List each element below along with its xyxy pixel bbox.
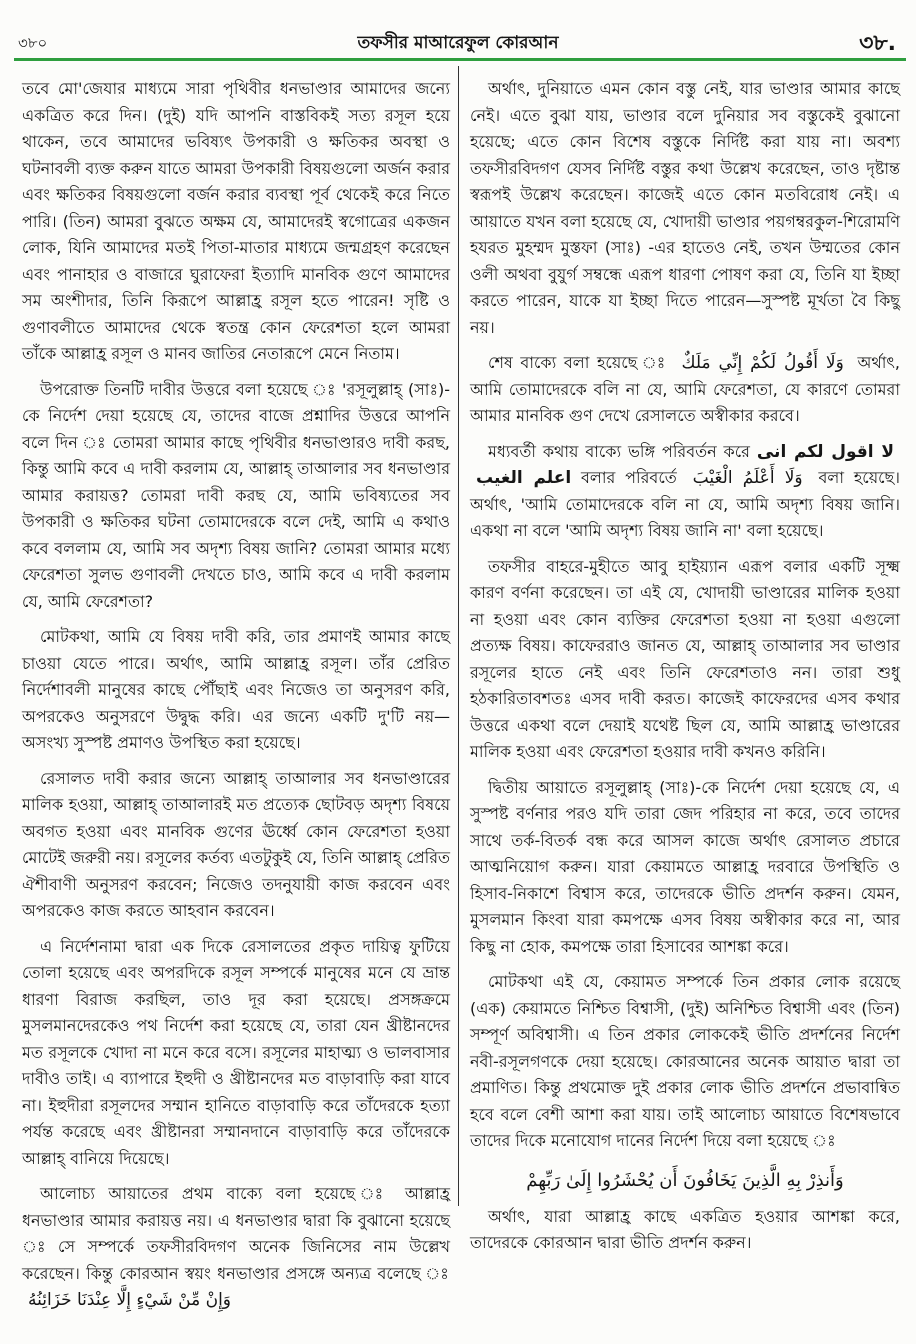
left-paragraph-6: [22, 1181, 450, 1314]
left-paragraph-4: রেসালত দাবী করার জন্যে আল্লাহ্ তাআলার সব ধনভাণ্ডারের মালিক হওয়া, আল্লাহ্ তাআলারই মত প্রত্যেক ছোটবড় অদৃশ্য বিষয়ে অবগত হওয়া এবং মানবিক গুণের ঊর্ধ্বে কোন ফেরেশতা হওয়া মোটেই জরুরী নয়। রসূলের কর্তব্য এতটুকুই যে, তিনি আল্লাহ্ প্রেরিত ঐশীবাণী অনুসরণ করবেন; নিজেও তদনুযায়ী কাজ করবেন এবং অপরকেও কাজ করতে আহবান করবেন।: [22, 768, 451, 920]
left-paragraph-6-text: আলোচ্য আয়াতের প্রথম বাক্যে বলা হয়েছে ঃ আল্লাহ্র ধনভাণ্ডার আমার করায়ত্ত নয়। এ ধনভাণ্ডার দ্বারা কি বুঝানো হয়েছে ঃ সে সম্পর্কে তফসীরবিদগণ অনেক জিনিসের নাম উল্লেখ করেছেন। কিন্তু কোরআন স্বয়ং ধনভাণ্ডার প্রসঙ্গে অন্যত্র বলেছে ঃ: [22, 1184, 450, 1283]
arabic-quote-ilmul-ghaib-1: لا اقول لكم انى اعلم الغيب: [476, 441, 894, 488]
left-column: [22, 76, 451, 1310]
right-paragraph-3-before: মধ্যবর্তী কথায় বাক্যে ভঙ্গি পরিবর্তন করে: [488, 441, 750, 461]
page-header: [14, 26, 902, 56]
right-paragraph-2-after: অর্থাৎ, আমি তোমাদেরকে বলি না যে, আমি ফেরেশতা, যে কারণে তোমরা আমার মানবিক গুণ দেখে রেসালতে অস্বীকার করবে।: [470, 353, 900, 425]
right-paragraph-7: অর্থাৎ, যারা আল্লাহ্র কাছে একত্রিত হওয়ার আশঙ্কা করে, তাদেরকে কোরআন দ্বারা ভীতি প্রদর্শন করুন।: [470, 1206, 900, 1252]
right-paragraph-5: দ্বিতীয় আয়াতে রসূলুল্লাহ্ (সাঃ)-কে নির্দেশ দেয়া হয়েছে যে, এ সুস্পষ্ট বর্ণনার পরও যদি তারা জেদ পরিহার না করে, তবে তাদের সাথে তর্ক-বিতর্ক বন্ধ করে আসল কাজে অর্থাৎ রেসালত প্রচারে আত্মনিয়োগ করুন। যারা কেয়ামতে আল্লাহ্র দরবারে উপস্থিতি ও হিসাব-নিকাশে বিশ্বাস করে, তাদেরকে ভীতি প্রদর্শন করুন। যেমন, মুসলমান কিংবা যারা কমপক্ষে এসব বিষয় অস্বীকার করে না, আর কিছু না হোক, কমপক্ষে তারা হিসাবের আশঙ্কা করে।: [470, 777, 900, 956]
right-paragraph-4: তফসীর বাহরে-মুহীতে আবু হাইয়্যান এরূপ বলার একটি সূক্ষ্ম কারণ বর্ণনা করেছেন। তা এই যে, খোদায়ী ভাণ্ডারের মালিক হওয়া না হওয়া এবং কোন ব্যক্তির ফেরেশতা হওয়া না হওয়া এগুলো প্রত্যক্ষ বিষয়। কাফেররাও জানত যে, আল্লাহ্ তাআলার সব ভাণ্ডার রসূলের হাতে নেই এবং তিনি ফেরেশতাও নন। তারা শুধু হঠকারিতাবশতঃ এসব দাবী করত। কাজেই কাফেরদের এসব কথার উত্তরে একথা বলে দেয়াই যথেষ্ট ছিল যে, আমি আল্লাহ্র ভাণ্ডারের মালিক হওয়া এবং ফেরেশতা হওয়ার দাবী কখনও করিনি।: [470, 556, 900, 761]
right-paragraph-3-middle: বলার পরিবর্তে: [581, 468, 677, 487]
page-number-right: ৩৮.: [859, 31, 896, 56]
page-number-left: ৩৮০: [18, 34, 48, 52]
arabic-verse-andhir: وَأَنذِرْ بِهِ الَّذِينَ يَخَافُونَ أَن يُحْشَرُوا إِلَىٰ رَبِّهِمْ: [526, 1169, 844, 1191]
left-paragraph-5: এ নির্দেশনামা দ্বারা এক দিকে রেসালতের প্রকৃত দায়িত্ব ফুটিয়ে তোলা হয়েছে এবং অপরদিকে রসূল সম্পর্কে মানুষের মনে যে ভ্রান্ত ধারণা বিরাজ করছিল, তাও দূর করা হয়েছে। প্রসঙ্গক্রমে মুসলমানদেরকেও পথ নির্দেশ করা হয়েছে যে, তারা যেন খ্রীষ্টানদের মত রসূলকে খোদা না মনে করে বসে। রসূলের মাহাত্ম্য ও ভালবাসার দাবীও তাই। এ ব্যাপারে ইহুদী ও খ্রীষ্টানদের মত বাড়াবাড়ি করা যাবে না। ইহুদীরা রসূলদের সম্মান হানিতে বাড়াবাড়ি করে তাঁদেরকে হত্যা পর্যন্ত করেছে এবং খ্রীষ্টানরা সম্মানদানে বাড়াবাড়ি করে তাঁদেরকে আল্লাহ্ বানিয়ে দিয়েছে।: [22, 936, 450, 1168]
right-paragraph-3: [470, 439, 900, 545]
right-paragraph-6: মোটকথা এই যে, কেয়ামত সম্পর্কে তিন প্রকার লোক রয়েছে (এক) কেয়ামতে নিশ্চিত বিশ্বাসী, (দুই) অনিশ্চিত বিশ্বাসী এবং (তিন) সম্পূর্ণ অবিশ্বাসী। এ তিন প্রকার লোককেই ভীতি প্রদর্শনের নির্দেশ নবী-রসূলগণকে দেয়া হয়েছে। কোরআনের অনেক আয়াত দ্বারা তা প্রমাণিত। কিন্তু প্রথমোক্ত দুই প্রকার লোক ভীতি প্রদর্শনে প্রভাবান্বিত হবে বলে বেশী আশা করা যায়। তাই আলোচ্য আয়াতে বিশেষভাবে তাদের দিকে মনোযোগ দানের নির্দেশ দিয়ে বলা হয়েছে ঃ: [470, 972, 900, 1150]
right-column: [470, 76, 900, 1252]
right-paragraph-1: অর্থাৎ, দুনিয়াতে এমন কোন বস্তু নেই, যার ভাণ্ডার আমার কাছে নেই। এতে বুঝা যায়, ভাণ্ডার বলে দুনিয়ার সব বস্তুকেই বুঝানো হয়েছে; এতে কোন বিশেষ বস্তুকে নির্দিষ্ট করা যায় না। অবশ্য তফসীরবিদগণ যেসব নির্দিষ্ট বস্তুর কথা উল্লেখ করেছেন, তাও দৃষ্টান্ত স্বরূপই উল্লেখ করেছেন। কাজেই এতে কোন মতবিরোধ নেই। এ আয়াতে যখন বলা হয়েছে যে, খোদায়ী ভাণ্ডার পয়গম্বরকুল-শিরোমণি হযরত মুহম্মদ মুস্তফা (সাঃ) -এর হাতেও নেই, তখন উম্মতের কোন ওলী অথবা বুযুর্গ সম্বন্ধে এরূপ ধারণা পোষণ করা যে, তিনি যা ইচ্ছা করতে পারেন, যাকে যা ইচ্ছা দিতে পারেন—সুস্পষ্ট মূর্খতা বৈ কিছু নয়।: [470, 79, 900, 337]
right-paragraph-3-after: বলা হয়েছে। অর্থাৎ, 'আমি তোমাদেরকে বলি না যে, আমি অদৃশ্য বিষয় জানি। একথা না বলে 'আমি অদৃশ্য বিষয় জানি না' বলা হয়েছে।: [470, 468, 900, 540]
left-paragraph-2: উপরোক্ত তিনটি দাবীর উত্তরে বলা হয়েছে ঃ 'রসূলুল্লাহ্ (সাঃ)-কে নির্দেশ দেয়া হয়েছে যে, তাদের বাজে প্রশ্নাদির উত্তরে আপনি বলে দিন ঃ তোমরা আমার কাছে পৃথিবীর ধনভাণ্ডারও দাবী করছ, কিন্তু আমি কবে এ দাবী করলাম যে, আল্লাহ্ তাআলার সব ধনভাণ্ডার আমার করায়ত্ত? তোমরা দাবী করছ যে, আমি ভবিষ্যতের সব উপকারী ও ক্ষতিকর ঘটনা তোমাদেরকে বলে দেই, আমি এ কথাও কবে বললাম যে, আমি সব অদৃশ্য বিষয় জানি? তোমরা আমার মধ্যে ফেরেশতা সুলভ গুণাবলী দেখতে চাও, আমি কবে এ দাবী করলাম যে, আমি ফেরেশতা?: [22, 379, 450, 611]
arabic-quote-khazainuhu: وَإِنْ مِّنْ شَيْءٍ إِلَّا عِنْدَنَا خَزَائِنُهُ: [28, 1290, 232, 1310]
arabic-quote-ilmul-ghaib-2: وَلَا أَعْلَمُ الْغَيْبَ: [692, 468, 803, 488]
right-paragraph-2-before: শেষ বাক্যে বলা হয়েছে ঃ: [488, 353, 668, 372]
column-divider: [458, 66, 459, 1206]
header-rule: [14, 58, 906, 61]
left-paragraph-1: তবে মো'জেযার মাধ্যমে সারা পৃথিবীর ধনভাণ্ডার আমাদের জন্যে একত্রিত করে দিন। (দুই) যদি আপনি বাস্তবিকই সত্য রসূল হয়ে থাকেন, তবে আমাদের ভবিষ্যৎ উপকারী ও ক্ষতিকর অবস্থা ও ঘটনাবলী ব্যক্ত করুন যাতে আমরা উপকারী বিষয়গুলো অর্জন করার এবং ক্ষতিকর বিষয়গুলো বর্জন করার ব্যবস্থা পূর্ব থেকেই করে নিতে পারি। (তিন) আমরা বুঝতে অক্ষম যে, আমাদেরই স্বগোত্রের একজন লোক, যিনি আমাদের মতই পিতা-মাতার মাধ্যমে জন্মগ্রহণ করেছেন এবং পানাহার ও বাজারে ঘুরাফেরা ইত্যাদি মানবিক গুণে আমাদের সম অংশীদার, তিনি কিরূপে আল্লাহ্র রসূল হতে পারেন! সৃষ্টি ও গুণাবলীতে আমাদের থেকে স্বতন্ত্র কোন ফেরেশতা হলে আমরা তাঁকে আল্লাহ্র রসূল ও মানব জাতির নেতারূপে মেনে নিতাম।: [22, 79, 450, 363]
right-paragraph-2: [470, 350, 900, 430]
arabic-quote-malak: وَلَا أَقُولُ لَكُمْ إِنِّي مَلَكٌ: [681, 353, 844, 373]
left-paragraph-3: মোটকথা, আমি যে বিষয় দাবী করি, তার প্রমাণই আমার কাছে চাওয়া যেতে পারে। অর্থাৎ, আমি আল্লাহ্র রসূল। তাঁর প্রেরিত নির্দেশাবলী মানুষের কাছে পৌঁছাই এবং নিজেও তা অনুসরণ করি, অপরকেও অনুসরণে উদ্বুদ্ধ করি। এর জন্যে একটি দু'টি নয়— অসংখ্য সুস্পষ্ট প্রমাণও উপস্থিত করা হয়েছে।: [22, 627, 450, 752]
book-title: তফসীর মাআরেফুল কোরআন: [357, 33, 559, 53]
